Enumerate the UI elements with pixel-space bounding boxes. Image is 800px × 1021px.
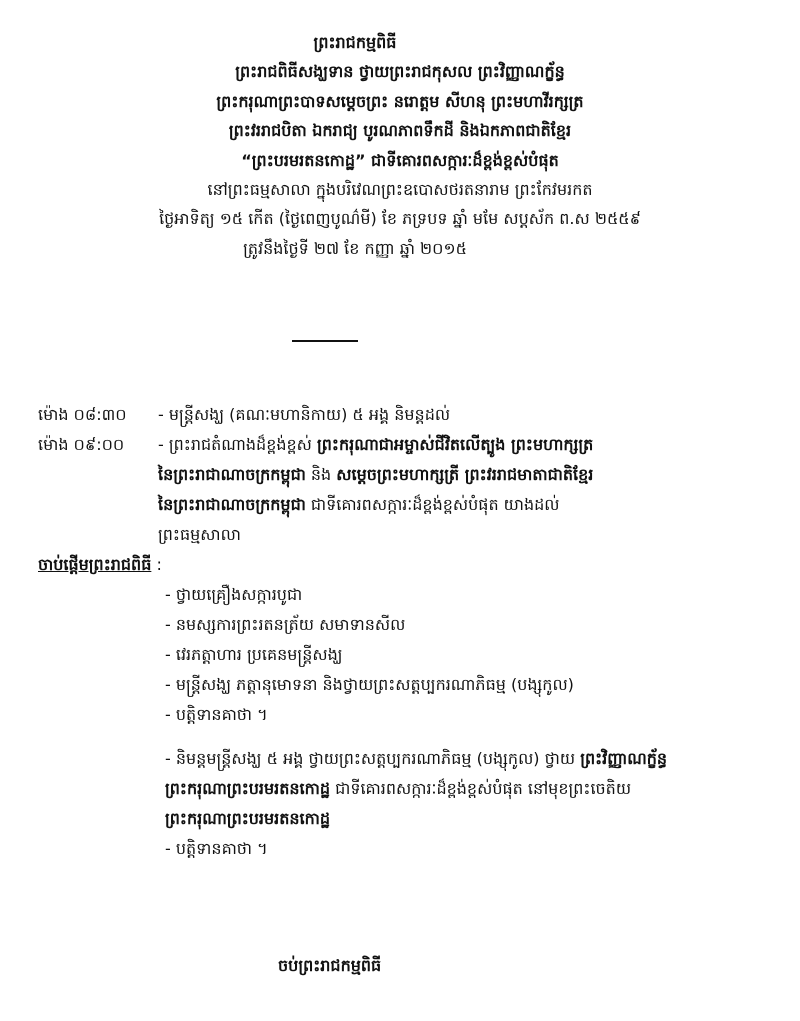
ceremony-step-6e: ព្រះករុណាព្រះបរមរតនកោដ្ឋ [165,809,330,828]
closing-text: ចប់ព្រះរាជកម្មពិធី [278,956,382,975]
schedule-text-2d: និង [305,465,337,484]
header-line-2: ព្រះករុណាព្រះបាទសម្តេចព្រះ នរោត្តម សីហនុ ព្រះមហាវីរក្សត្រ [216,91,584,111]
header-line-6: ថ្ងៃអាទិត្យ ១៥ កើត (ថ្ងៃពេញបូណ៌មី) ខែ ភទ្របទ ឆ្នាំ មមែ សប្តស័ក ព.ស ២៥៥៩ [159,209,641,229]
ceremony-step-2: - នមស្សការព្រះរតនត្រ័យ សមាទានសីល [165,615,406,634]
header-line-4: “ព្រះបរមរតនកោដ្ឋ” ជាទីគោរពសក្ការៈដ៏ខ្ពង់ខ្ពស់បំផុត [241,150,559,170]
schedule-section [38,400,788,864]
ceremony-step-7: - បត្តិទានគាថា ។ [165,839,268,858]
ceremony-step-4: - មន្ត្រីសង្ឃ ភត្តានុមោទនា និងថ្វាយព្រះសត្តប្បករណាភិធម្ម (បង្សុកូល) [165,675,574,694]
ceremony-step-6c: ព្រះករុណាព្រះបរមរតនកោដ្ឋ [165,779,330,798]
header-line-1: ព្រះរាជពិធីសង្ឃទាន ថ្វាយព្រះរាជកុសល ព្រះវិញ្ញាណក្ខ័ន្ធ [235,62,565,82]
schedule-text-2g: ជាទីគោរពសក្ការៈដ៏ខ្ពង់ខ្ពស់បំផុត យាងដល់ [305,495,560,514]
schedule-item-1 [38,400,788,430]
schedule-time-2: ម៉ោង ០៩:០០ [38,435,125,454]
schedule-text-2f: នៃព្រះរាជាណាចក្រកម្ពុជា [158,495,306,514]
schedule-text-1: - មន្ត្រីសង្ឃ (គណៈមហានិកាយ) ៥ អង្គ និមន្តដល់ [158,405,451,424]
ceremony-step-3: - វេរភត្តាហារ ប្រគេនមន្ត្រីសង្ឃ [165,645,343,664]
schedule-text-2a: - ព្រះរាជតំណាងដ៏ខ្ពង់ខ្ពស់ [158,435,317,454]
ceremony-start-label: ចាប់ផ្តើមព្រះរាជពិធី [38,555,152,574]
schedule-time-1: ម៉ោង ០៨:៣០ [38,405,127,424]
ceremony-step-5: - បត្តិទានគាថា ។ [165,705,268,724]
page-title: ព្រះរាជកម្មពិធី [313,33,397,52]
ceremony-steps [165,580,788,864]
ceremony-start-colon: : [151,555,162,574]
schedule-text-2h: ព្រះធម្មសាលា [158,525,241,544]
schedule-text-2c: នៃព្រះរាជាណាចក្រកម្ពុជា [158,465,306,484]
schedule-text-2e: សម្តេចព្រះមហាក្សត្រី ព្រះវររាជមាតាជាតិខ្មែរ [336,465,594,484]
step-spacer [165,730,788,744]
ceremony-step-6 [165,744,788,834]
ceremony-step-6b: ព្រះវិញ្ញាណក្ខ័ន្ធ [580,749,668,768]
ceremony-start-heading [38,550,788,580]
header-line-7: ត្រូវនឹងថ្ងៃទី ២៧ ខែ កញ្ញា ឆ្នាំ ២០១៥ [243,238,467,258]
ceremony-step-6a: - និមន្តមន្ត្រីសង្ឃ ៥ អង្គ ថ្វាយព្រះសត្តប្បករណាភិធម្ម (បង្សុកូល) ថ្វាយ [165,749,581,768]
divider [292,340,358,342]
ceremony-step-1: - ថ្វាយគ្រឿងសក្ការបូជា [165,585,303,604]
schedule-text-2b: ព្រះករុណាជាអម្ចាស់ជីវិតលើត្បូង ព្រះមហាក្សត្រ [317,435,594,454]
schedule-item-2 [38,430,788,550]
header-line-3: ព្រះវររាជបិតា ឯករាជ្យ បូរណភាពទឹកដី និងឯកភាពជាតិខ្មែរ [228,121,572,141]
document-header [20,28,780,263]
ceremony-step-6d: ជាទីគោរពសក្ការៈដ៏ខ្ពង់ខ្ពស់បំផុត នៅមុខព្រះចេតិយ [330,779,632,798]
header-line-5: នៅព្រះធម្មសាលា ក្នុងបរិវេណព្រះឧបោសថរតនារាម ព្រះកែវមរកត [207,180,593,200]
